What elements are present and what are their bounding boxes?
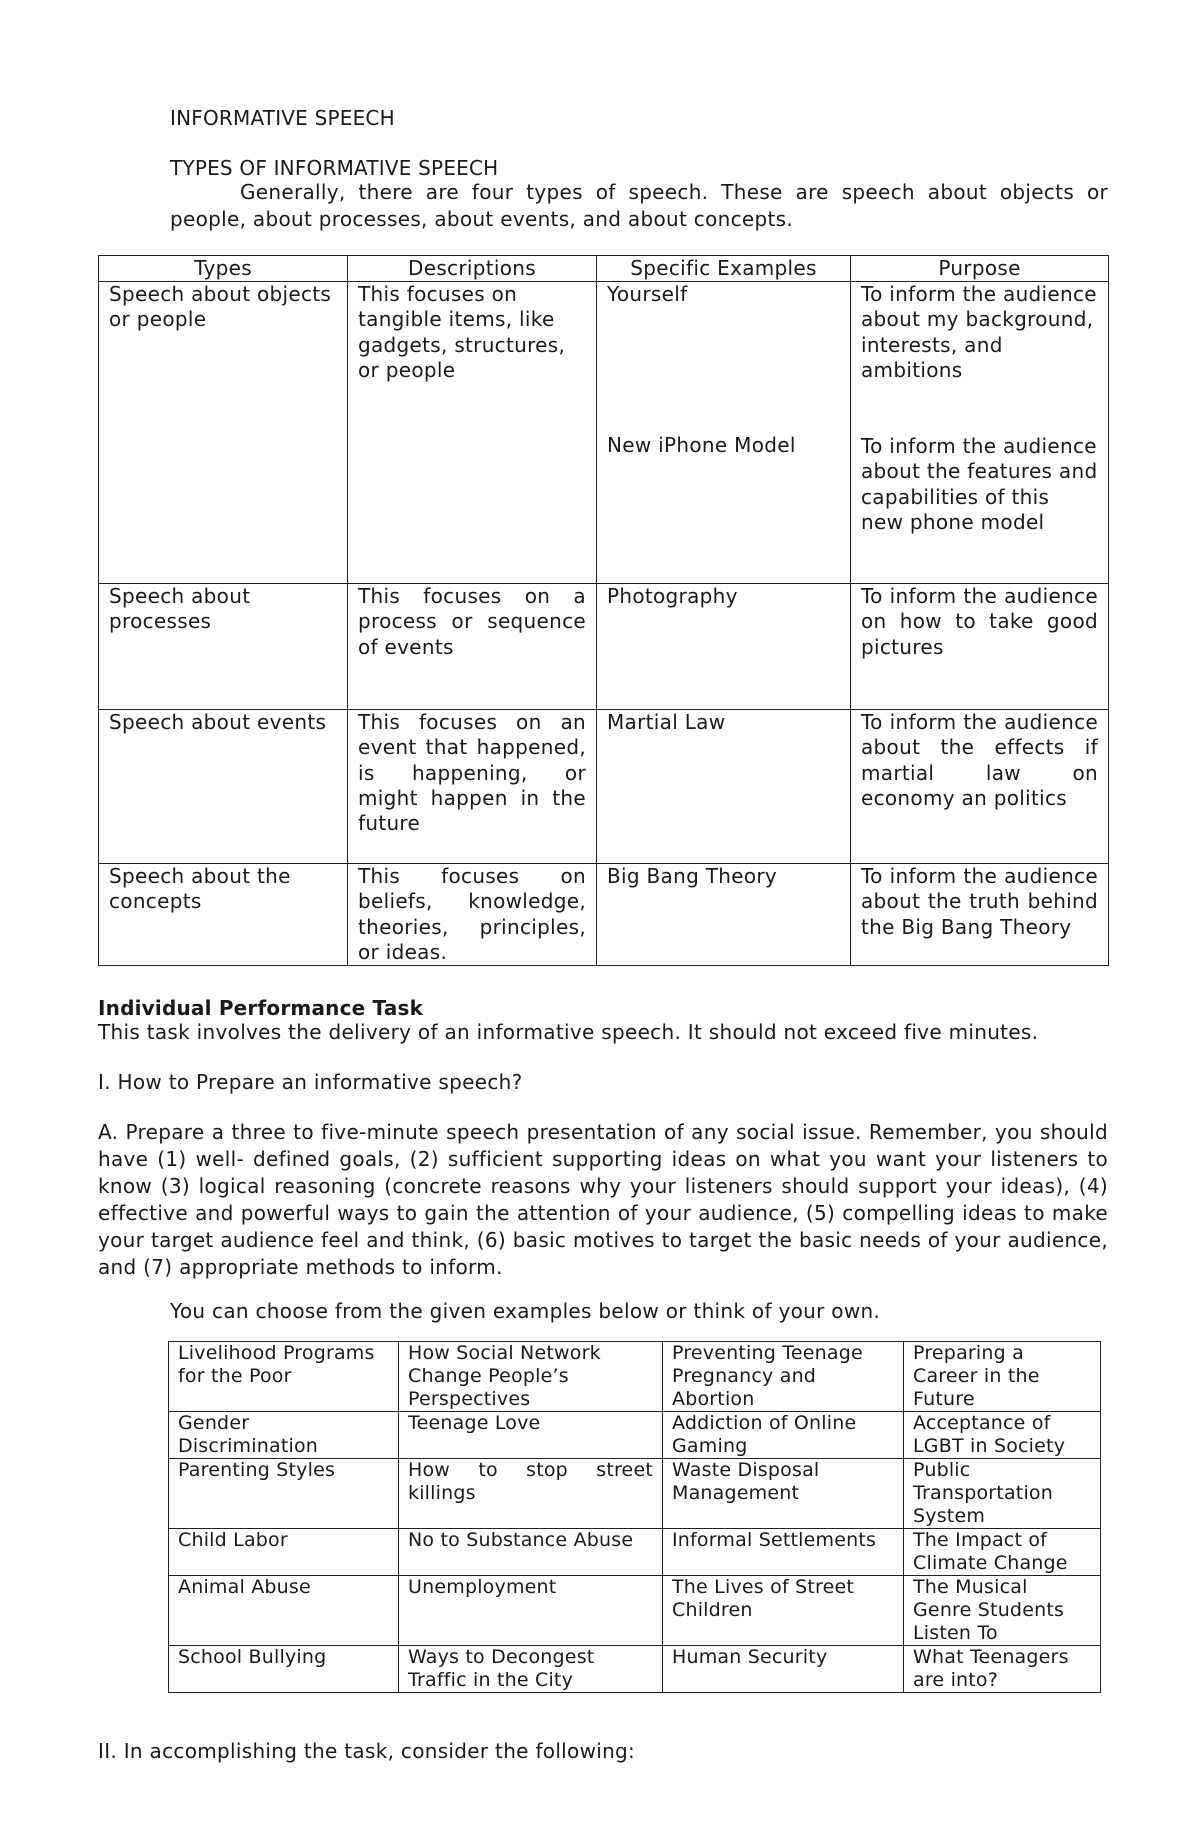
header-purpose: Purpose [851, 256, 1109, 282]
table-row [169, 1576, 1101, 1646]
table-row [99, 282, 1109, 584]
topic-cell: Acceptance of LGBT in Society [904, 1412, 1101, 1459]
topics-table [168, 1341, 1101, 1693]
example-iphone: New iPhone Model [607, 433, 796, 458]
example-yourself: Yourself [607, 282, 688, 306]
step-one-heading: I. How to Prepare an informative speech? [98, 1070, 523, 1094]
topic-cell: Waste Disposal Management [663, 1459, 904, 1529]
topic-cell: The Impact of Climate Change [904, 1529, 1101, 1576]
topic-cell: Animal Abuse [169, 1576, 399, 1646]
topic-cell: Child Labor [169, 1529, 399, 1576]
topic-cell: The Lives of Street Children [663, 1576, 904, 1646]
table-row [169, 1412, 1101, 1459]
topic-cell: Gender Discrimination [169, 1412, 399, 1459]
type-cell: Speech about events [99, 710, 348, 864]
purpose-cell: To inform the audience on how to take good pictures [851, 584, 1109, 710]
topic-cell: School Bullying [169, 1646, 399, 1693]
example-cell: Photography [597, 584, 851, 710]
topic-cell: Ways to Decongest Traffic in the City [399, 1646, 663, 1693]
purpose-cell [851, 282, 1109, 584]
intro-paragraph: Generally, there are four types of speech. These are speech about objects or people, about processes, about events, and about concepts. [170, 180, 1108, 231]
topic-cell: Preventing Teenage Pregnancy and Abortion [663, 1342, 904, 1412]
table-header-row [99, 256, 1109, 282]
topic-cell: The Musical Genre Students Listen To [904, 1576, 1101, 1646]
type-cell: Speech about objects or people [99, 282, 348, 584]
topic-cell: What Teenagers are into? [904, 1646, 1101, 1693]
purpose-cell: To inform the audience about the effects if martial law on economy an politics [851, 710, 1109, 864]
step-a-paragraph: A. Prepare a three to five-minute speech presentation of any social issue. Remember, you should have (1) well- defined goals, (2) sufficient supporting ideas on what you want your listeners to know (3) logical reasoning (concrete reasons why your listeners should support your ideas), (4) effective and powerful ways to gain the attention of your audience, (5) compelling ideas to make your target audience feel and think, (6) basic motives to target the basic needs of your audience, and (7) appropriate methods to inform. [98, 1120, 1108, 1279]
task-title: Individual Performance Task [98, 996, 424, 1020]
example-cell: Martial Law [597, 710, 851, 864]
spacer [607, 307, 840, 433]
purpose-iphone: To inform the audience about the features and capabilities of this new phone model [861, 434, 1098, 535]
table-row [169, 1342, 1101, 1412]
table-row [99, 864, 1109, 966]
description-cell: This focuses on a process or sequence of events [348, 584, 597, 710]
description-cell: This focuses on tangible items, like gadgets, structures, or people [348, 282, 597, 584]
step-two-heading: II. In accomplishing the task, consider the following: [98, 1739, 636, 1763]
purpose-cell: To inform the audience about the truth behind the Big Bang Theory [851, 864, 1109, 966]
topic-cell: Addiction of Online Gaming [663, 1412, 904, 1459]
speech-types-table [98, 255, 1109, 966]
topic-cell: Human Security [663, 1646, 904, 1693]
document-title: INFORMATIVE SPEECH [170, 106, 395, 130]
table-row [99, 584, 1109, 710]
topic-cell: Teenage Love [399, 1412, 663, 1459]
topic-cell: Preparing a Career in the Future [904, 1342, 1101, 1412]
header-descriptions: Descriptions [348, 256, 597, 282]
description-cell: This focuses on an event that happened, is happening, or might happen in the future [348, 710, 597, 864]
topic-cell: Informal Settlements [663, 1529, 904, 1576]
header-examples: Specific Examples [597, 256, 851, 282]
section-title: TYPES OF INFORMATIVE SPEECH [170, 156, 499, 180]
topic-cell: Unemployment [399, 1576, 663, 1646]
task-description: This task involves the delivery of an informative speech. It should not exceed five minutes. [98, 1020, 1039, 1044]
example-cell [597, 282, 851, 584]
topic-cell: Parenting Styles [169, 1459, 399, 1529]
choose-text: You can choose from the given examples below or think of your own. [170, 1299, 881, 1323]
type-cell: Speech about the concepts [99, 864, 348, 966]
topic-cell: Public Transportation System [904, 1459, 1101, 1529]
topic-cell: How to stop street killings [399, 1459, 663, 1529]
table-row [99, 710, 1109, 864]
type-cell: Speech about processes [99, 584, 348, 710]
topic-cell: Livelihood Programs for the Poor [169, 1342, 399, 1412]
table-row [169, 1646, 1101, 1693]
example-cell: Big Bang Theory [597, 864, 851, 966]
spacer [861, 383, 1098, 434]
purpose-yourself: To inform the audience about my background, interests, and ambitions [861, 282, 1097, 382]
table-row [169, 1529, 1101, 1576]
table-row [169, 1459, 1101, 1529]
description-cell: This focuses on beliefs, knowledge, theories, principles, or ideas. [348, 864, 597, 966]
topic-cell: No to Substance Abuse [399, 1529, 663, 1576]
header-types: Types [99, 256, 348, 282]
topic-cell: How Social Network Change People’s Perspectives [399, 1342, 663, 1412]
